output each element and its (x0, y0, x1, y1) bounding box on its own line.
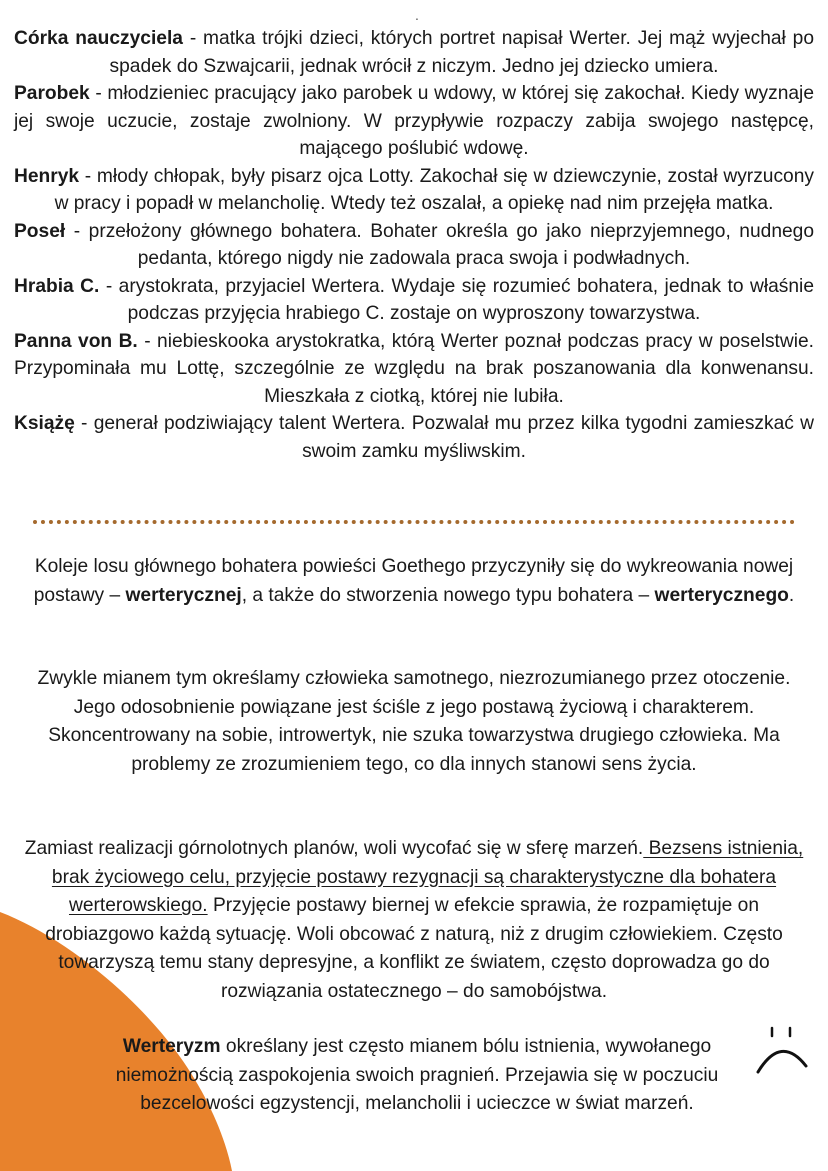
essay-paragraph-1 (22, 553, 806, 610)
character-name: Poseł (14, 220, 66, 242)
character-description: - generał podziwiający talent Wertera. Pozwalał mu przez kilka tygodni zamieszkać w swoim zamku myśliwskim. (74, 413, 814, 462)
character-name: Książę (14, 413, 75, 434)
essay-text: określany jest często mianem bólu istnienia, wywołanego niemożnością zaspokojenia swoich pragnień. Przejawia się w poczuciu bezcelowości egzystencji, melancholii i ucieczce w świat marzeń. (115, 1036, 719, 1114)
character-description: - matka trójki dzieci, których portret napisał Werter. Jej mąż wyjechał po spadek do Szwajcarii, jednak wrócił z niczym. Jedno jej dziecko umiera. (109, 28, 814, 77)
character-description: - młody chłopak, były pisarz ojca Lotty. Zakochał się w dziewczynie, został wyrzucony w pracy i popadł w melancholię. Wtedy też oszalał, a opiekę nad nim przejęła matka. (54, 165, 814, 214)
character-description: - młodzieniec pracujący jako parobek u wdowy, w której się zakochał. Kiedy wyznaje jej swoje uczucie, zostaje zwolniony. W przypływie rozpaczy zabija swojego następcę, mającego poślubić wdowę. (14, 83, 814, 159)
essay-underlined-text: Bezsens istnienia, brak życiowego celu, przyjęcie postawy rezygnacji są charakterystyczne dla bohatera werterowskiego. (51, 838, 804, 916)
sad-face-icon (752, 1022, 812, 1082)
essay-paragraph-2: Zwykle mianem tym określamy człowieka samotnego, niezrozumianego przez otoczenie. Jego odosobnienie powiązane jest ściśle z jego postawą życiową i charakterem. Skoncentrowany na sobie, introwertyk, nie szuka towarzystwa drugiego człowieka. Ma problemy ze zrozumieniem tego, co dla innych stanowi sens życia. (37, 668, 791, 775)
essay-text: Zamiast realizacji górnolotnych planów, woli wycofać się w sferę marzeń. (24, 838, 644, 859)
character-entry (14, 328, 814, 411)
character-name: Panna von B. (14, 330, 138, 352)
essay-bold-term: werterycznej (125, 584, 242, 606)
character-entry (14, 80, 814, 163)
character-entry (14, 410, 814, 465)
character-description: - arystokrata, przyjaciel Wertera. Wydaje się rozumieć bohatera, jednak to właśnie podczas przyjęcia hrabiego C. zostaje on wyproszony towarzystwa. (99, 275, 814, 324)
character-name: Parobek (14, 83, 90, 104)
essay-paragraph-3 (22, 835, 806, 1006)
character-name: Henryk (14, 165, 80, 187)
top-mark: . (415, 7, 419, 23)
character-entry (14, 163, 814, 218)
character-description: - niebieskooka arystokratka, którą Werter poznał podczas pracy w poselstwie. Przypominała mu Lottę, szczególnie ze względu na brak poszanowania dla konwenansu. Mieszkała z ciotką, której nie lubiła. (14, 330, 815, 407)
character-list (14, 25, 814, 465)
essay-bold-term: werterycznego (654, 584, 789, 606)
essay-text: , a także do stworzenia nowego typu bohatera – (241, 584, 655, 606)
essay-text: Przyjęcie postawy biernej w efekcie sprawia, że rozpamiętuje on drobiazgowo każdą sytuację. Woli obcować z naturą, niż z drugim człowiekiem. Często towarzyszą temu stany depresyjne, a konflikt ze światem, często doprowadza go do rozwiązania ostatecznego – do samobójstwa. (45, 895, 783, 1002)
essay-text: Koleje losu głównego bohatera powieści Goethego przyczyniły się do wykreowania nowej postawy – (33, 556, 794, 606)
essay-bold-term: Werteryzm (122, 1036, 221, 1057)
character-entry (14, 25, 814, 80)
character-name: Córka nauczyciela (14, 28, 183, 49)
character-description: - przełożony głównego bohatera. Bohater określa go jako nieprzyjemnego, nudnego pedanta, którego nigdy nie zadowala praca swoja i podwładnych. (65, 220, 814, 269)
character-entry (14, 218, 814, 273)
essay-paragraph-4 (72, 1033, 762, 1119)
essay-text: . (788, 584, 795, 606)
dotted-divider (33, 520, 795, 524)
character-entry (14, 273, 814, 328)
character-name: Hrabia C. (14, 275, 100, 297)
